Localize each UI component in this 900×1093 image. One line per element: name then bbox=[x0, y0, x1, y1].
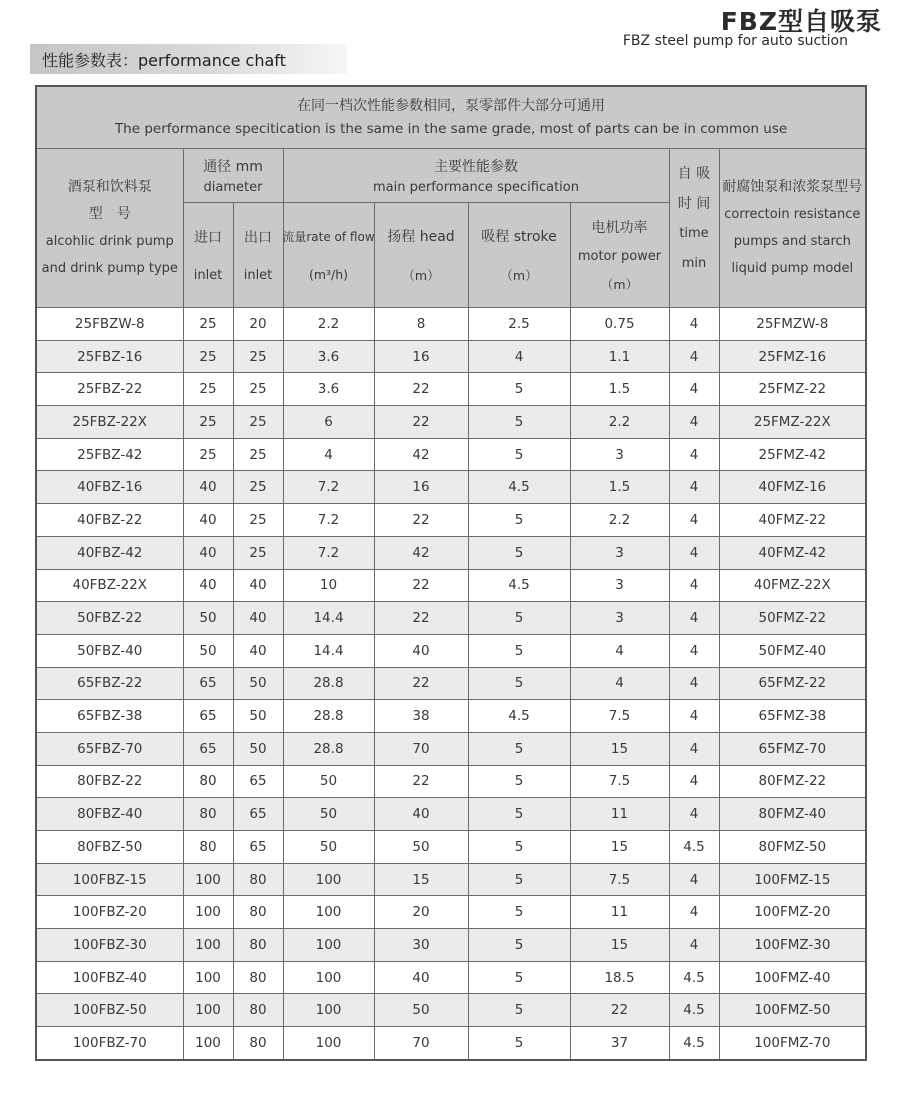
value-cell: 50 bbox=[374, 994, 468, 1027]
value-cell: 4 bbox=[669, 406, 719, 439]
value-cell: 40 bbox=[183, 471, 233, 504]
model-cell: 100FBZ-50 bbox=[36, 994, 183, 1027]
value-cell: 100 bbox=[183, 929, 233, 962]
value-cell: 3.6 bbox=[283, 373, 374, 406]
value-cell: 100 bbox=[283, 994, 374, 1027]
value-cell: 16 bbox=[374, 340, 468, 373]
header-diameter-en: diameter bbox=[203, 180, 263, 196]
header-stroke-label: 吸程 stroke bbox=[481, 228, 557, 245]
value-cell: 4 bbox=[669, 340, 719, 373]
value-cell: 4 bbox=[669, 700, 719, 733]
value-cell: 100 bbox=[183, 896, 233, 929]
resist-model-cell: 25FMZW-8 bbox=[719, 308, 866, 341]
header-time-line4: min bbox=[681, 256, 707, 271]
model-cell: 65FBZ-38 bbox=[36, 700, 183, 733]
table-row bbox=[36, 308, 866, 341]
value-cell: 5 bbox=[468, 863, 570, 896]
value-cell: 80 bbox=[233, 961, 283, 994]
model-cell: 80FBZ-40 bbox=[36, 798, 183, 831]
value-cell: 65 bbox=[233, 798, 283, 831]
value-cell: 20 bbox=[233, 308, 283, 341]
value-cell: 11 bbox=[570, 896, 669, 929]
value-cell: 15 bbox=[374, 863, 468, 896]
header-flow-label: 流量rate of flow bbox=[282, 229, 375, 244]
value-cell: 4.5 bbox=[669, 994, 719, 1027]
value-cell: 2.2 bbox=[283, 308, 374, 341]
model-cell: 40FBZ-16 bbox=[36, 471, 183, 504]
value-cell: 25 bbox=[233, 373, 283, 406]
value-cell: 28.8 bbox=[283, 667, 374, 700]
table-row bbox=[36, 471, 866, 504]
value-cell: 40 bbox=[183, 504, 233, 537]
value-cell: 1.5 bbox=[570, 471, 669, 504]
value-cell: 5 bbox=[468, 602, 570, 635]
resist-model-cell: 25FMZ-16 bbox=[719, 340, 866, 373]
value-cell: 4 bbox=[669, 863, 719, 896]
value-cell: 65 bbox=[233, 831, 283, 864]
header-time-line2: 时 间 bbox=[677, 196, 711, 212]
header-outlet-en: inlet bbox=[243, 268, 273, 284]
value-cell: 25 bbox=[233, 438, 283, 471]
value-cell: 7.5 bbox=[570, 700, 669, 733]
value-cell: 15 bbox=[570, 831, 669, 864]
value-cell: 80 bbox=[233, 863, 283, 896]
value-cell: 50 bbox=[374, 831, 468, 864]
header-diameter bbox=[183, 149, 283, 203]
value-cell: 2.2 bbox=[570, 504, 669, 537]
header-head-unit: （m） bbox=[402, 268, 440, 284]
value-cell: 1.5 bbox=[570, 373, 669, 406]
header-main-en: main performance specification bbox=[373, 180, 579, 196]
value-cell: 25 bbox=[183, 406, 233, 439]
table-row bbox=[36, 798, 866, 831]
value-cell: 50 bbox=[283, 798, 374, 831]
value-cell: 5 bbox=[468, 994, 570, 1027]
value-cell: 5 bbox=[468, 732, 570, 765]
header-resist-line3: pumps and starch bbox=[733, 234, 851, 249]
value-cell: 4 bbox=[669, 667, 719, 700]
model-cell: 40FBZ-22X bbox=[36, 569, 183, 602]
table-row bbox=[36, 765, 866, 798]
value-cell: 5 bbox=[468, 504, 570, 537]
value-cell: 4.5 bbox=[468, 569, 570, 602]
value-cell: 4 bbox=[669, 896, 719, 929]
value-cell: 25 bbox=[233, 406, 283, 439]
value-cell: 40 bbox=[183, 569, 233, 602]
value-cell: 5 bbox=[468, 961, 570, 994]
value-cell: 7.5 bbox=[570, 863, 669, 896]
header-inlet bbox=[183, 203, 233, 308]
header-time-line1: 自 吸 bbox=[677, 166, 711, 182]
value-cell: 14.4 bbox=[283, 602, 374, 635]
value-cell: 4.5 bbox=[669, 1027, 719, 1060]
resist-model-cell: 100FMZ-15 bbox=[719, 863, 866, 896]
resist-model-cell: 80FMZ-40 bbox=[719, 798, 866, 831]
value-cell: 5 bbox=[468, 929, 570, 962]
value-cell: 6 bbox=[283, 406, 374, 439]
value-cell: 100 bbox=[283, 896, 374, 929]
value-cell: 42 bbox=[374, 536, 468, 569]
header-power-cn: 电机功率 bbox=[591, 219, 648, 236]
header-outlet-cn: 出口 bbox=[244, 229, 272, 246]
resist-model-cell: 100FMZ-20 bbox=[719, 896, 866, 929]
value-cell: 5 bbox=[468, 373, 570, 406]
value-cell: 100 bbox=[183, 961, 233, 994]
value-cell: 3 bbox=[570, 569, 669, 602]
header-model-line4: and drink pump type bbox=[41, 261, 178, 276]
value-cell: 42 bbox=[374, 438, 468, 471]
banner-row bbox=[36, 86, 866, 149]
table-row bbox=[36, 438, 866, 471]
value-cell: 65 bbox=[183, 700, 233, 733]
value-cell: 5 bbox=[468, 406, 570, 439]
value-cell: 25 bbox=[233, 340, 283, 373]
header-model-line2: 型 号 bbox=[88, 206, 131, 222]
value-cell: 4 bbox=[283, 438, 374, 471]
value-cell: 22 bbox=[374, 504, 468, 537]
model-cell: 65FBZ-70 bbox=[36, 732, 183, 765]
value-cell: 4 bbox=[570, 667, 669, 700]
table-row bbox=[36, 373, 866, 406]
value-cell: 25 bbox=[183, 340, 233, 373]
table-row bbox=[36, 406, 866, 439]
model-cell: 25FBZW-8 bbox=[36, 308, 183, 341]
header-motor-power bbox=[570, 203, 669, 308]
value-cell: 65 bbox=[233, 765, 283, 798]
table-row bbox=[36, 634, 866, 667]
value-cell: 16 bbox=[374, 471, 468, 504]
header-inlet-en: inlet bbox=[193, 268, 223, 284]
resist-model-cell: 100FMZ-30 bbox=[719, 929, 866, 962]
model-cell: 100FBZ-40 bbox=[36, 961, 183, 994]
value-cell: 4 bbox=[570, 634, 669, 667]
header-stroke-unit: （m） bbox=[500, 268, 538, 284]
value-cell: 10 bbox=[283, 569, 374, 602]
value-cell: 3.6 bbox=[283, 340, 374, 373]
value-cell: 7.2 bbox=[283, 536, 374, 569]
header-head-label: 扬程 head bbox=[387, 228, 455, 245]
value-cell: 15 bbox=[570, 732, 669, 765]
value-cell: 18.5 bbox=[570, 961, 669, 994]
resist-model-cell: 40FMZ-22 bbox=[719, 504, 866, 537]
value-cell: 3 bbox=[570, 602, 669, 635]
value-cell: 40 bbox=[233, 569, 283, 602]
value-cell: 22 bbox=[570, 994, 669, 1027]
model-cell: 80FBZ-22 bbox=[36, 765, 183, 798]
resist-model-cell: 40FMZ-16 bbox=[719, 471, 866, 504]
table-row bbox=[36, 732, 866, 765]
section-label-bar bbox=[30, 44, 347, 74]
banner-text-cn: 在同一档次性能参数相同，泵零部件大部分可通用 bbox=[297, 97, 606, 114]
model-cell: 50FBZ-22 bbox=[36, 602, 183, 635]
value-cell: 5 bbox=[468, 438, 570, 471]
value-cell: 37 bbox=[570, 1027, 669, 1060]
value-cell: 22 bbox=[374, 569, 468, 602]
value-cell: 7.2 bbox=[283, 471, 374, 504]
value-cell: 25 bbox=[183, 438, 233, 471]
model-cell: 100FBZ-15 bbox=[36, 863, 183, 896]
value-cell: 80 bbox=[183, 798, 233, 831]
value-cell: 22 bbox=[374, 373, 468, 406]
value-cell: 40 bbox=[233, 602, 283, 635]
resist-model-cell: 65FMZ-22 bbox=[719, 667, 866, 700]
table-row bbox=[36, 1027, 866, 1060]
value-cell: 70 bbox=[374, 732, 468, 765]
value-cell: 4 bbox=[669, 438, 719, 471]
table-row bbox=[36, 667, 866, 700]
value-cell: 80 bbox=[233, 896, 283, 929]
header-stroke bbox=[468, 203, 570, 308]
model-cell: 25FBZ-22 bbox=[36, 373, 183, 406]
value-cell: 22 bbox=[374, 667, 468, 700]
table-row bbox=[36, 700, 866, 733]
resist-model-cell: 80FMZ-50 bbox=[719, 831, 866, 864]
table-row bbox=[36, 340, 866, 373]
value-cell: 4 bbox=[669, 471, 719, 504]
value-cell: 5 bbox=[468, 634, 570, 667]
header-resist-line4: liquid pump model bbox=[731, 261, 854, 276]
resist-model-cell: 80FMZ-22 bbox=[719, 765, 866, 798]
value-cell: 4.5 bbox=[669, 831, 719, 864]
value-cell: 100 bbox=[283, 863, 374, 896]
table-row bbox=[36, 929, 866, 962]
value-cell: 25 bbox=[233, 536, 283, 569]
resist-model-cell: 40FMZ-22X bbox=[719, 569, 866, 602]
value-cell: 28.8 bbox=[283, 700, 374, 733]
value-cell: 22 bbox=[374, 406, 468, 439]
model-cell: 40FBZ-42 bbox=[36, 536, 183, 569]
value-cell: 4.5 bbox=[468, 471, 570, 504]
model-cell: 25FBZ-16 bbox=[36, 340, 183, 373]
header-inlet-cn: 进口 bbox=[194, 229, 222, 246]
value-cell: 5 bbox=[468, 798, 570, 831]
value-cell: 5 bbox=[468, 536, 570, 569]
value-cell: 4 bbox=[669, 504, 719, 537]
value-cell: 30 bbox=[374, 929, 468, 962]
header-resist-line2: correctoin resistance bbox=[724, 207, 861, 222]
value-cell: 7.2 bbox=[283, 504, 374, 537]
header-time-line3: time bbox=[679, 226, 709, 241]
model-cell: 80FBZ-50 bbox=[36, 831, 183, 864]
banner-text-en: The performance specitication is the same in the same grade, most of parts can be in common use bbox=[114, 120, 788, 137]
header-main-performance bbox=[283, 149, 669, 203]
value-cell: 70 bbox=[374, 1027, 468, 1060]
value-cell: 65 bbox=[183, 667, 233, 700]
value-cell: 25 bbox=[183, 308, 233, 341]
resist-model-cell: 50FMZ-40 bbox=[719, 634, 866, 667]
value-cell: 4 bbox=[669, 602, 719, 635]
resist-model-cell: 100FMZ-70 bbox=[719, 1027, 866, 1060]
value-cell: 40 bbox=[374, 798, 468, 831]
header-head bbox=[374, 203, 468, 308]
value-cell: 3 bbox=[570, 536, 669, 569]
value-cell: 28.8 bbox=[283, 732, 374, 765]
model-cell: 50FBZ-40 bbox=[36, 634, 183, 667]
value-cell: 80 bbox=[183, 765, 233, 798]
value-cell: 5 bbox=[468, 667, 570, 700]
resist-model-cell: 25FMZ-22X bbox=[719, 406, 866, 439]
model-cell: 65FBZ-22 bbox=[36, 667, 183, 700]
value-cell: 50 bbox=[283, 765, 374, 798]
value-cell: 20 bbox=[374, 896, 468, 929]
table-row bbox=[36, 831, 866, 864]
model-cell: 100FBZ-20 bbox=[36, 896, 183, 929]
resist-model-cell: 50FMZ-22 bbox=[719, 602, 866, 635]
model-cell: 100FBZ-70 bbox=[36, 1027, 183, 1060]
value-cell: 15 bbox=[570, 929, 669, 962]
value-cell: 2.5 bbox=[468, 308, 570, 341]
table-row bbox=[36, 994, 866, 1027]
value-cell: 4.5 bbox=[669, 961, 719, 994]
value-cell: 5 bbox=[468, 765, 570, 798]
value-cell: 11 bbox=[570, 798, 669, 831]
value-cell: 40 bbox=[374, 961, 468, 994]
value-cell: 14.4 bbox=[283, 634, 374, 667]
value-cell: 50 bbox=[233, 700, 283, 733]
value-cell: 4 bbox=[669, 373, 719, 406]
section-label: 性能参数表：performance chaft bbox=[42, 50, 286, 70]
value-cell: 4 bbox=[669, 929, 719, 962]
resist-model-cell: 40FMZ-42 bbox=[719, 536, 866, 569]
banner-cell bbox=[36, 86, 866, 149]
value-cell: 40 bbox=[183, 536, 233, 569]
value-cell: 4.5 bbox=[468, 700, 570, 733]
value-cell: 22 bbox=[374, 602, 468, 635]
value-cell: 4 bbox=[669, 732, 719, 765]
value-cell: 50 bbox=[283, 831, 374, 864]
resist-model-cell: 25FMZ-42 bbox=[719, 438, 866, 471]
table-row bbox=[36, 504, 866, 537]
value-cell: 4 bbox=[669, 569, 719, 602]
table-body bbox=[36, 308, 866, 1060]
header-resist-line1: 耐腐蚀泵和浓浆泵型号 bbox=[722, 179, 863, 195]
value-cell: 65 bbox=[183, 732, 233, 765]
header-suction-time bbox=[669, 149, 719, 308]
table-row bbox=[36, 536, 866, 569]
page-title: FBZ型自吸泵 bbox=[720, 7, 882, 36]
value-cell: 50 bbox=[183, 602, 233, 635]
header-power-unit: （m） bbox=[600, 277, 639, 293]
header-flow-unit: (m³/h) bbox=[308, 267, 349, 283]
table-row bbox=[36, 961, 866, 994]
value-cell: 100 bbox=[183, 994, 233, 1027]
header-model-line3: alcohlic drink pump bbox=[45, 234, 174, 249]
header-row-1 bbox=[36, 149, 866, 203]
model-cell: 40FBZ-22 bbox=[36, 504, 183, 537]
table-row bbox=[36, 896, 866, 929]
table-row bbox=[36, 569, 866, 602]
value-cell: 4 bbox=[468, 340, 570, 373]
value-cell: 100 bbox=[283, 929, 374, 962]
value-cell: 80 bbox=[233, 1027, 283, 1060]
value-cell: 7.5 bbox=[570, 765, 669, 798]
value-cell: 4 bbox=[669, 798, 719, 831]
value-cell: 50 bbox=[233, 732, 283, 765]
value-cell: 4 bbox=[669, 308, 719, 341]
header-model bbox=[36, 149, 183, 308]
header-diameter-cn: 通径 mm bbox=[203, 158, 263, 175]
value-cell: 5 bbox=[468, 831, 570, 864]
value-cell: 2.2 bbox=[570, 406, 669, 439]
header-power-en: motor power bbox=[577, 248, 662, 264]
value-cell: 25 bbox=[233, 471, 283, 504]
table-row bbox=[36, 863, 866, 896]
value-cell: 4 bbox=[669, 634, 719, 667]
value-cell: 38 bbox=[374, 700, 468, 733]
value-cell: 100 bbox=[283, 961, 374, 994]
value-cell: 25 bbox=[183, 373, 233, 406]
value-cell: 4 bbox=[669, 765, 719, 798]
model-cell: 25FBZ-22X bbox=[36, 406, 183, 439]
header-flow bbox=[283, 203, 374, 308]
table-row bbox=[36, 602, 866, 635]
value-cell: 3 bbox=[570, 438, 669, 471]
resist-model-cell: 65FMZ-38 bbox=[719, 700, 866, 733]
resist-model-cell: 65FMZ-70 bbox=[719, 732, 866, 765]
value-cell: 1.1 bbox=[570, 340, 669, 373]
resist-model-cell: 100FMZ-50 bbox=[719, 994, 866, 1027]
value-cell: 40 bbox=[374, 634, 468, 667]
header-resistance-model bbox=[719, 149, 866, 308]
resist-model-cell: 100FMZ-40 bbox=[719, 961, 866, 994]
model-cell: 25FBZ-42 bbox=[36, 438, 183, 471]
value-cell: 5 bbox=[468, 896, 570, 929]
value-cell: 80 bbox=[233, 994, 283, 1027]
value-cell: 80 bbox=[183, 831, 233, 864]
page-subtitle: FBZ steel pump for auto suction bbox=[622, 33, 848, 49]
value-cell: 5 bbox=[468, 1027, 570, 1060]
header-model-line1: 酒泵和饮料泵 bbox=[67, 179, 152, 195]
value-cell: 100 bbox=[183, 1027, 233, 1060]
value-cell: 50 bbox=[233, 667, 283, 700]
value-cell: 50 bbox=[183, 634, 233, 667]
value-cell: 100 bbox=[183, 863, 233, 896]
performance-table bbox=[35, 85, 867, 1061]
header-outlet bbox=[233, 203, 283, 308]
header-main-cn: 主要性能参数 bbox=[434, 158, 518, 175]
value-cell: 100 bbox=[283, 1027, 374, 1060]
value-cell: 0.75 bbox=[570, 308, 669, 341]
value-cell: 40 bbox=[233, 634, 283, 667]
value-cell: 80 bbox=[233, 929, 283, 962]
value-cell: 8 bbox=[374, 308, 468, 341]
value-cell: 25 bbox=[233, 504, 283, 537]
value-cell: 22 bbox=[374, 765, 468, 798]
model-cell: 100FBZ-30 bbox=[36, 929, 183, 962]
value-cell: 4 bbox=[669, 536, 719, 569]
resist-model-cell: 25FMZ-22 bbox=[719, 373, 866, 406]
